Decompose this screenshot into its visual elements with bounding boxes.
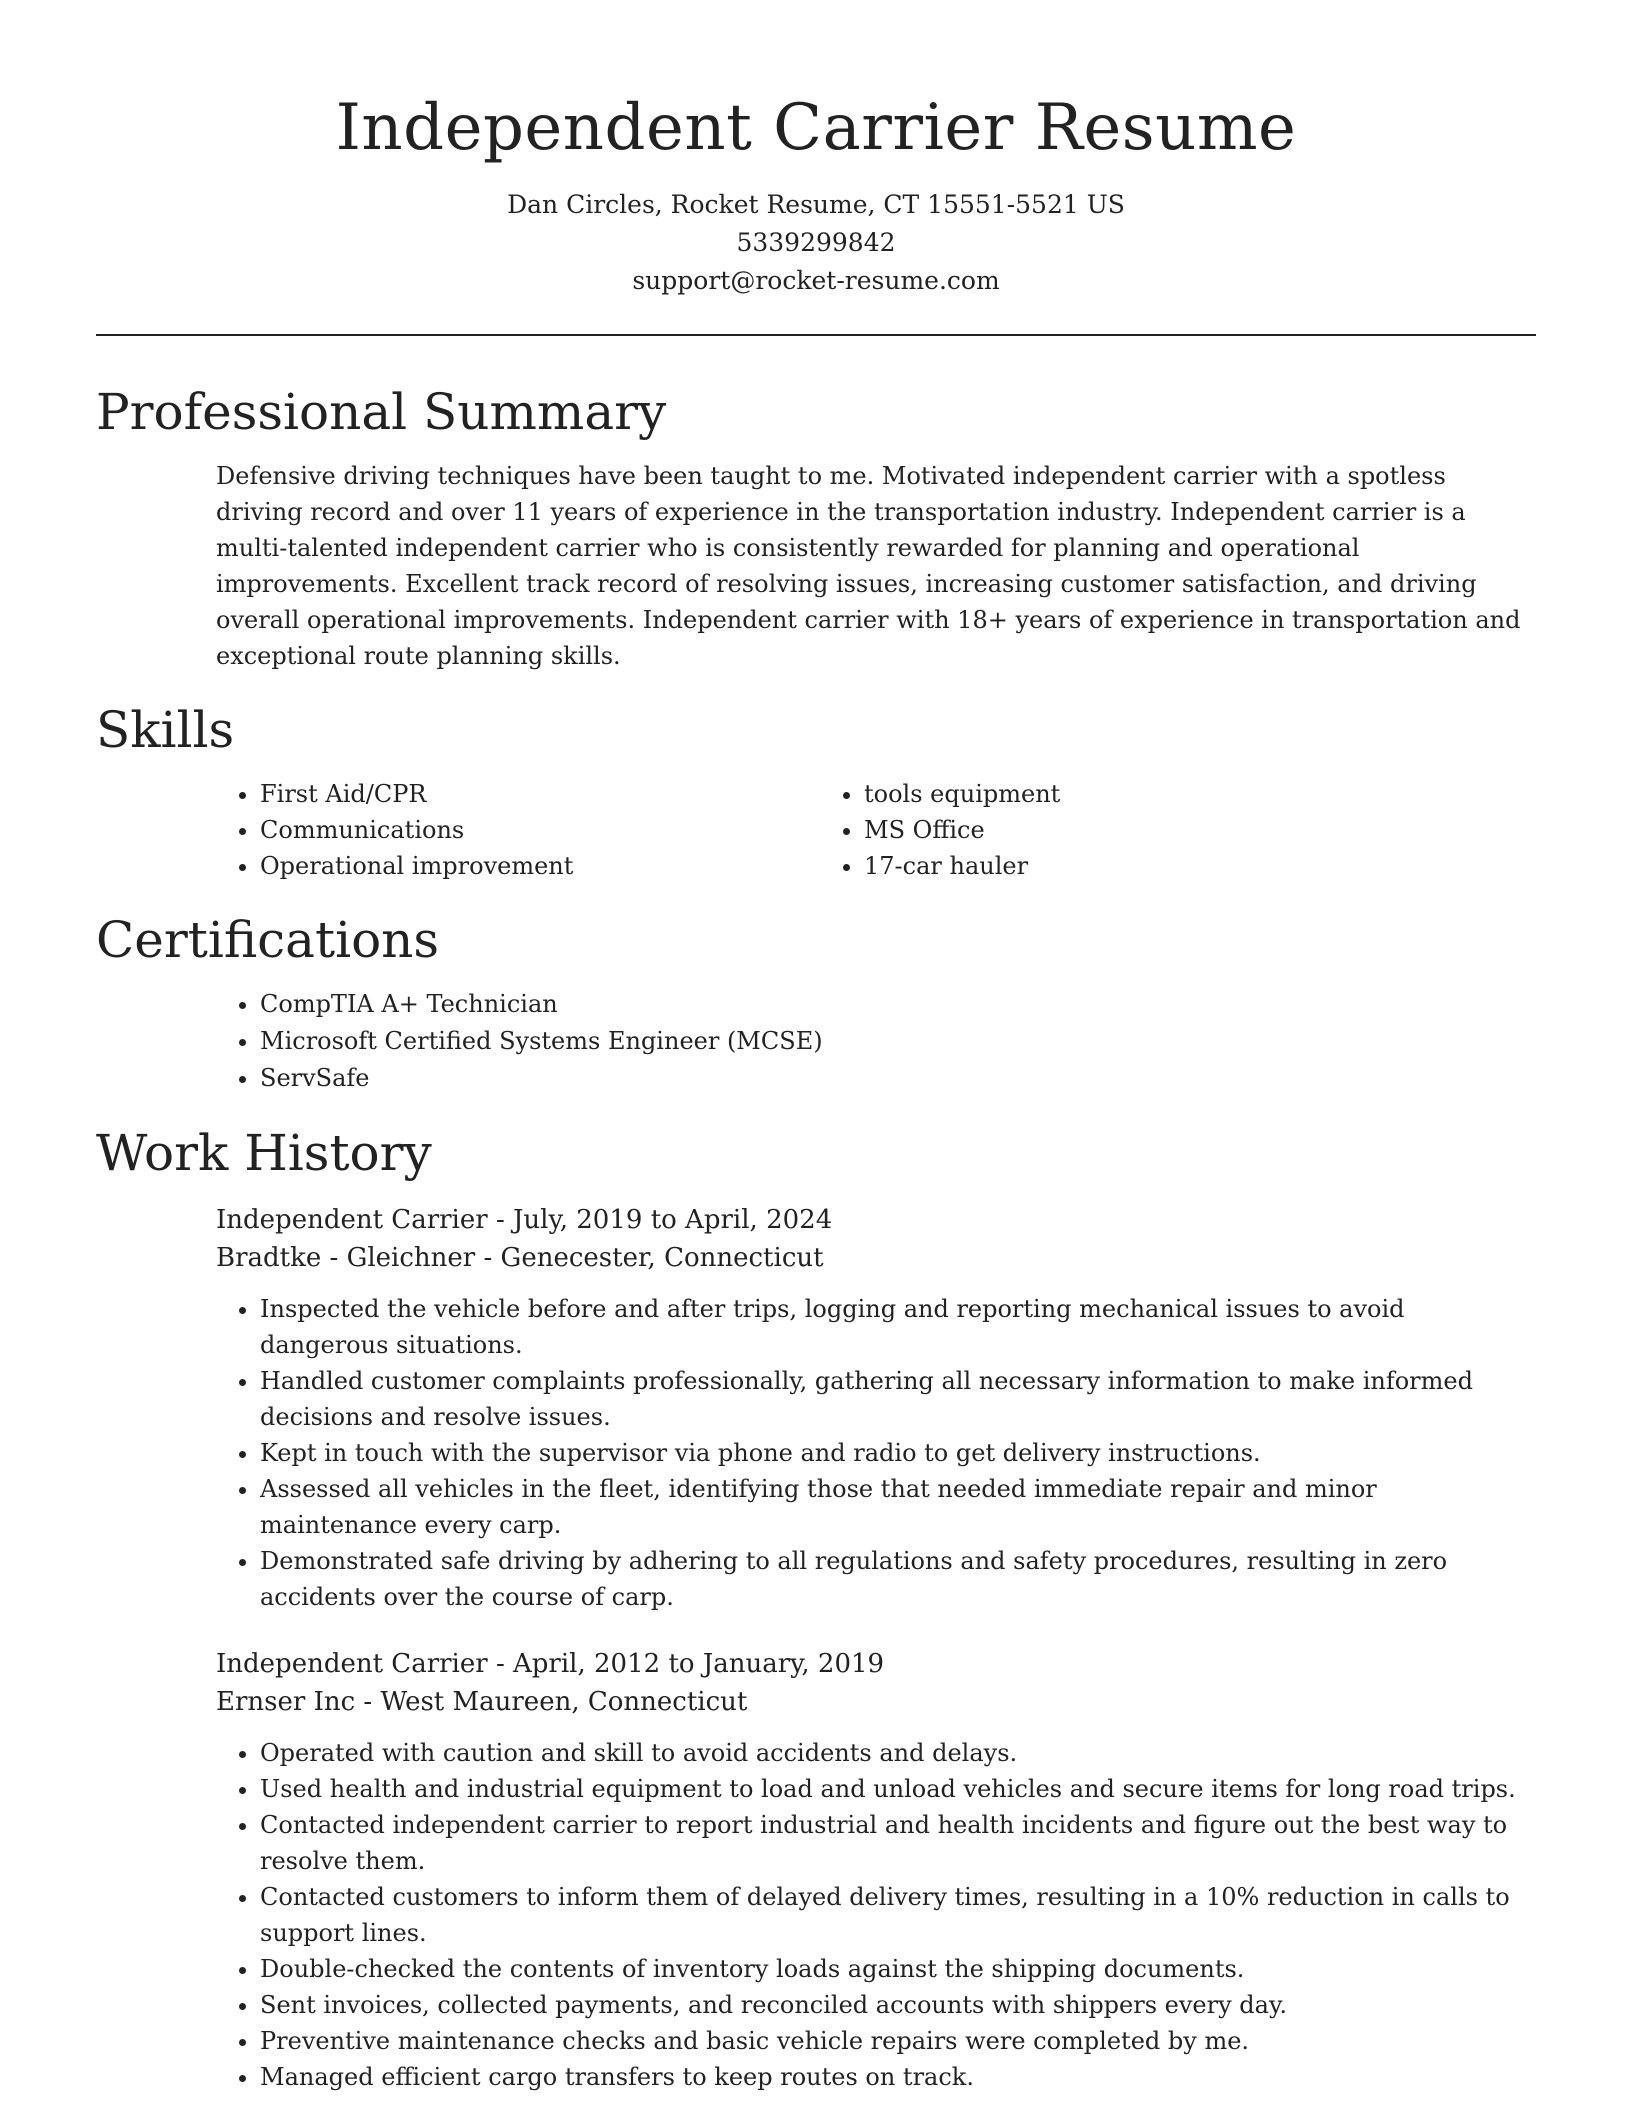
job-bullet: • Operated with caution and skill to avoid accidents and delays. <box>260 1735 1536 1771</box>
job-entry <box>216 1201 1536 1615</box>
job-bullet: • Preventive maintenance checks and basic vehicle repairs were completed by me. <box>260 2023 1536 2059</box>
job-bullet: • Kept in touch with the supervisor via phone and radio to get delivery instructions. <box>260 1435 1536 1471</box>
job-entry <box>216 1645 1536 2095</box>
job-employer-line: Ernser Inc - West Maureen, Connecticut <box>216 1687 748 1717</box>
contact-address: Dan Circles, Rocket Resume, CT 15551-5521 US <box>507 190 1125 219</box>
header-divider <box>96 334 1536 336</box>
certification-item: • CompTIA A+ Technician <box>260 986 1536 1023</box>
work-history-heading: Work History <box>96 1124 432 1182</box>
skills-list-right <box>820 776 1424 884</box>
document-title: Independent Carrier Resume <box>335 91 1297 165</box>
skill-item: • 17-car hauler <box>864 848 1424 884</box>
certification-item: • ServSafe <box>260 1060 1536 1097</box>
job-bullet: • Used health and industrial equipment to load and unload vehicles and secure items for long road trips. <box>260 1771 1536 1807</box>
certification-item: • Microsoft Certified Systems Engineer (MCSE) <box>260 1023 1536 1060</box>
skills-grid <box>216 776 1536 884</box>
job-bullets <box>216 1291 1536 1615</box>
job-title-line: Independent Carrier - July, 2019 to April, 2024 <box>216 1205 833 1235</box>
job-bullet: • Double-checked the contents of inventory loads against the shipping documents. <box>260 1951 1536 1987</box>
skill-item: • MS Office <box>864 812 1424 848</box>
skill-item: • First Aid/CPR <box>260 776 820 812</box>
summary-text: Defensive driving techniques have been taught to me. Motivated independent carrier with a spotless driving record and over 11 years of experience in the transportation industry. Independent carrier is a multi-talented independent carrier who is consistently rewarded for planning and operational improvements. Excellent track record of resolving issues, increasing customer satisfaction, and driving overall operational improvements. Independent carrier with 18+ years of experience in transportation and exceptional route planning skills. <box>216 462 1521 670</box>
job-bullet: • Managed efficient cargo transfers to keep routes on track. <box>260 2059 1536 2095</box>
resume-header <box>96 0 1536 336</box>
contact-phone: 5339299842 <box>736 228 896 257</box>
skill-item: • Communications <box>260 812 820 848</box>
job-bullet: • Sent invoices, collected payments, and reconciled accounts with shippers every day. <box>260 1987 1536 2023</box>
certifications-list <box>216 986 1536 1097</box>
job-bullet: • Contacted customers to inform them of delayed delivery times, resulting in a 10% reduction in calls to support lines. <box>260 1879 1536 1951</box>
job-bullet: • Demonstrated safe driving by adhering to all regulations and safety procedures, resulting in zero accidents over the course of carp. <box>260 1543 1536 1615</box>
job-bullet: • Handled customer complaints professionally, gathering all necessary information to make informed decisions and resolve issues. <box>260 1363 1536 1435</box>
job-bullet: • Inspected the vehicle before and after trips, logging and reporting mechanical issues to avoid dangerous situations. <box>260 1291 1536 1363</box>
skills-heading: Skills <box>96 701 235 759</box>
job-employer-line: Bradtke - Gleichner - Genecester, Connecticut <box>216 1243 824 1273</box>
summary-heading: Professional Summary <box>96 383 667 441</box>
skill-item: • Operational improvement <box>260 848 820 884</box>
job-title-line: Independent Carrier - April, 2012 to January, 2019 <box>216 1649 885 1679</box>
job-bullet: • Assessed all vehicles in the fleet, identifying those that needed immediate repair and minor maintenance every carp. <box>260 1471 1536 1543</box>
certifications-heading: Certifications <box>96 911 440 969</box>
skill-item: • tools equipment <box>864 776 1424 812</box>
contact-block <box>96 186 1536 300</box>
job-bullets <box>216 1735 1536 2095</box>
skills-list-left <box>216 776 820 884</box>
contact-email: support@rocket-resume.com <box>632 266 1000 295</box>
job-bullet: • Contacted independent carrier to report industrial and health incidents and figure out the best way to resolve them. <box>260 1807 1536 1879</box>
